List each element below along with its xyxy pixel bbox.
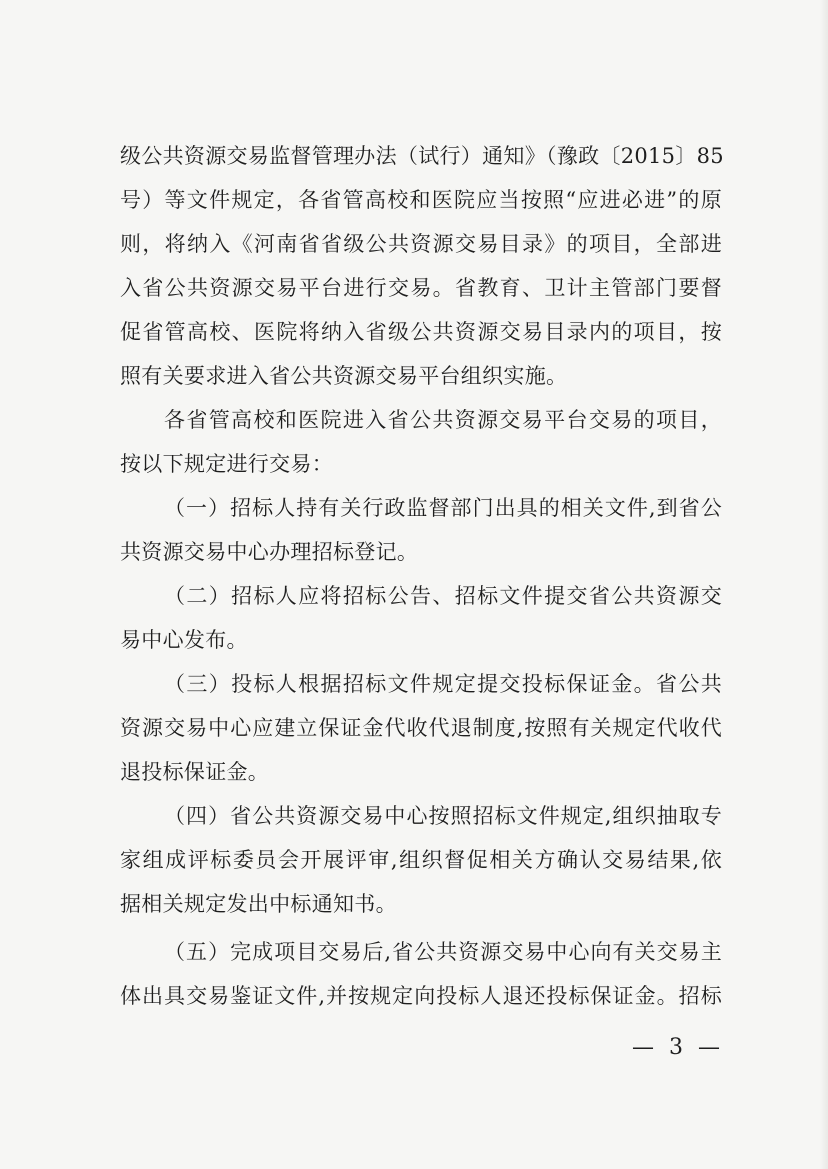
body-text-line: 各省管高校和医院进入省公共资源交易平台交易的项目， xyxy=(164,408,722,432)
body-text-line: 按以下规定进行交易： xyxy=(120,452,333,476)
body-text-line: 则，将纳入《河南省省级公共资源交易目录》的项目，全部进 xyxy=(120,232,722,256)
body-text-line: 入省公共资源交易平台进行交易。省教育、卫计主管部门要督 xyxy=(120,276,722,300)
scan-edge xyxy=(820,0,828,1169)
body-text-line: 级公共资源交易监督管理办法（试行）通知》（豫政〔2015〕85 xyxy=(120,144,724,168)
page-number: — 3 — xyxy=(632,1035,724,1060)
list-item-line: 体出具交易鉴证文件,并按规定向投标人退还投标保证金。招标 xyxy=(120,984,722,1008)
list-item-line: 家组成评标委员会开展评审,组织督促相关方确认交易结果,依 xyxy=(120,848,722,872)
list-item-line: （二）招标人应将招标公告、招标文件提交省公共资源交 xyxy=(164,584,722,608)
list-item-line: （四）省公共资源交易中心按照招标文件规定,组织抽取专 xyxy=(164,804,722,828)
body-text-line: 促省管高校、医院将纳入省级公共资源交易目录内的项目，按 xyxy=(120,320,722,344)
list-item-line: （一）招标人持有关行政监督部门出具的相关文件,到省公 xyxy=(164,496,722,520)
body-text-line: 号）等文件规定，各省管高校和医院应当按照“应进必进”的原 xyxy=(120,188,722,212)
list-item-line: 退投标保证金。 xyxy=(120,760,270,784)
body-text-line: 照有关要求进入省公共资源交易平台组织实施。 xyxy=(120,364,568,388)
list-item-line: 据相关规定发出中标通知书。 xyxy=(120,892,397,916)
list-item-line: 共资源交易中心办理招标登记。 xyxy=(120,540,419,564)
list-item-line: 易中心发布。 xyxy=(120,628,248,652)
list-item-line: 资源交易中心应建立保证金代收代退制度,按照有关规定代收代 xyxy=(120,716,722,740)
list-item-line: （五）完成项目交易后,省公共资源交易中心向有关交易主 xyxy=(164,940,722,964)
list-item-line: （三）投标人根据招标文件规定提交投标保证金。省公共 xyxy=(164,672,722,696)
